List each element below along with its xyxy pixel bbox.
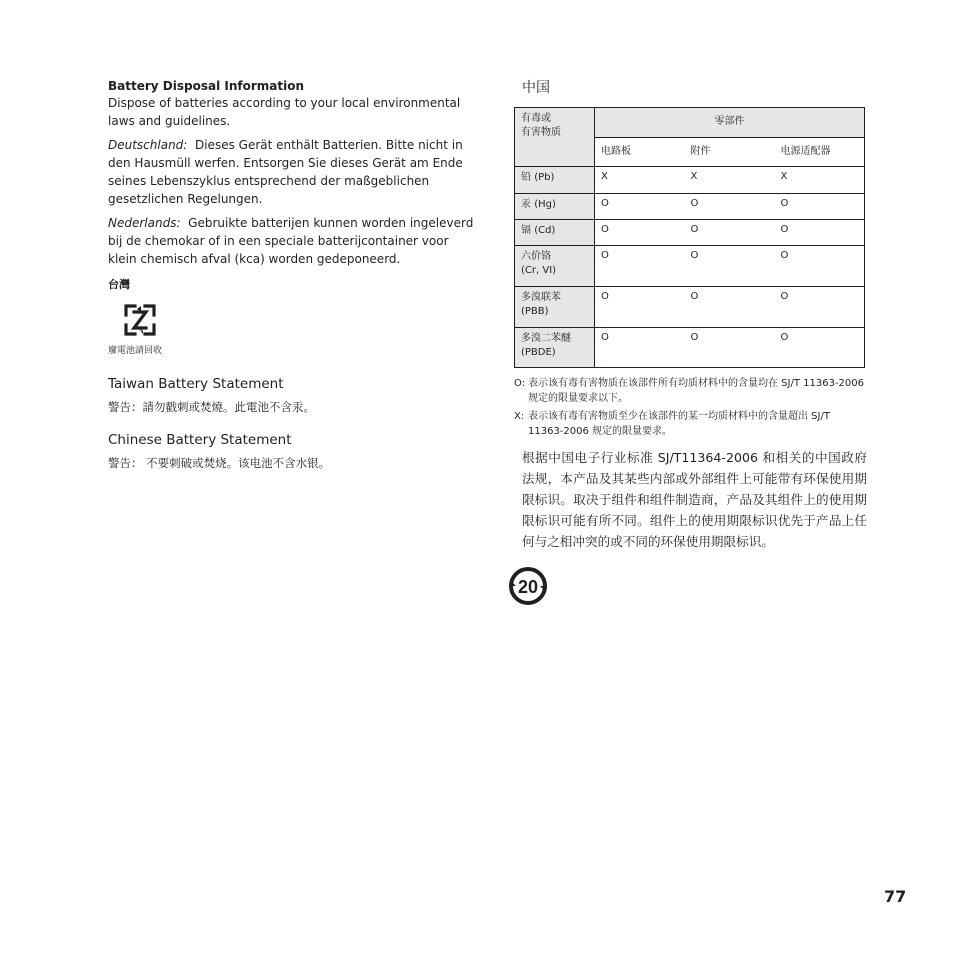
battery-disposal-text: Dispose of batteries according to your local environmental laws and guidelines. <box>108 96 461 128</box>
table-cell: O <box>775 287 865 328</box>
table-row <box>515 246 865 287</box>
row-label: 多溴联苯 (PBB) <box>515 287 595 328</box>
right-column <box>514 78 866 612</box>
taiwan-statement-text: 警告：請勿戳刺或焚燒。此電池不含汞。 <box>108 400 315 414</box>
row-label: 汞 (Hg) <box>515 194 595 220</box>
epup-20-year-icon <box>506 564 550 608</box>
row-label: 铅 (Pb) <box>515 167 595 194</box>
corner-header-line1: 有毒或 <box>521 113 551 124</box>
table-cell: O <box>595 194 685 220</box>
table-cell: O <box>775 220 865 246</box>
table-cell: O <box>595 328 685 368</box>
legend-item-o <box>514 376 866 406</box>
table-cell: O <box>775 194 865 220</box>
nederlands-paragraph <box>108 214 480 268</box>
nederlands-text: Gebruikte batterijen kunnen worden ingeleverd bij de chemokar of in een speciale batterijcontainer voor klein chemisch afval (kca) worden gedeponeerd. <box>108 216 474 266</box>
epup-paragraph: 根据中国电子行业标准 SJ/T11364-2006 和相关的中国政府法规，本产品及其某些内部或外部组件上可能带有环保使用期限标识。取决于组件和组件制造商，产品及其组件上的使用期限标识可能有所不同。组件上的使用期限标识优先于产品上任何与之相冲突的或不同的环保使用期限标识。 <box>522 450 867 549</box>
chinese-statement-text: 警告： 不要刺破或焚烧。该电池不含水银。 <box>108 456 331 470</box>
table-row <box>515 287 865 328</box>
legend-text: 表示该有毒有害物质在该部件所有均质材料中的含量均在 SJ/T 11363-2006 规定的限量要求以下。 <box>528 378 865 404</box>
battery-disposal-heading: Battery Disposal Information <box>108 79 304 93</box>
corner-header-line2: 有害物质 <box>521 127 561 138</box>
page-number: 77 <box>884 887 907 906</box>
nederlands-label: Nederlands: <box>108 216 181 230</box>
row-label: 镉 (Cd) <box>515 220 595 246</box>
legend-text: 表示该有毒有害物质至少在该部件的某一均质材料中的含量超出 SJ/T 11363-2006 规定的限量要求。 <box>528 411 830 437</box>
table-cell: O <box>685 328 775 368</box>
epup-number: 20 <box>517 577 539 597</box>
table-cell: X <box>685 167 775 194</box>
table-row <box>515 167 865 194</box>
table-row <box>515 328 865 368</box>
table-cell: O <box>595 246 685 287</box>
table-cell: O <box>595 220 685 246</box>
taiwan-recycle-mark <box>108 302 178 357</box>
taiwan-label: 台灣 <box>108 278 130 291</box>
row-label: 多溴二苯醚 (PBDE) <box>515 328 595 368</box>
table-cell: O <box>595 287 685 328</box>
legend-key: O: <box>514 378 526 389</box>
left-column <box>108 78 480 472</box>
column-header-power-adapter: 电源适配器 <box>775 137 865 167</box>
recycle-caption: 廢電池請回收 <box>108 346 163 356</box>
deutsch-text: Dieses Gerät enthält Batterien. Bitte nicht in den Hausmüll werfen. Entsorgen Sie dieses Gerät am Ende seines Lebenszyklus entsprechend der maßgeblichen gesetzlichen Regelungen. <box>108 138 463 206</box>
table-row <box>515 194 865 220</box>
legend-item-x <box>514 409 866 439</box>
table-cell: X <box>595 167 685 194</box>
table-cell: O <box>685 194 775 220</box>
china-title: 中国 <box>522 80 550 96</box>
chinese-statement-title: Chinese Battery Statement <box>108 432 292 448</box>
table-legend <box>514 376 866 439</box>
battery-recycle-icon <box>122 302 158 338</box>
components-header: 零部件 <box>595 108 865 138</box>
row-label: 六价铬 (Cr, VI) <box>515 246 595 287</box>
table-cell: X <box>775 167 865 194</box>
column-header-accessories: 附件 <box>685 137 775 167</box>
table-cell: O <box>775 246 865 287</box>
table-cell: O <box>685 287 775 328</box>
deutsch-label: Deutschland: <box>108 138 188 152</box>
taiwan-statement-title: Taiwan Battery Statement <box>108 376 284 392</box>
column-header-circuit-board: 电路板 <box>595 137 685 167</box>
table-cell: O <box>685 246 775 287</box>
table-header-row <box>515 108 865 138</box>
table-cell: O <box>775 328 865 368</box>
legend-key: X: <box>514 411 525 422</box>
table-cell: O <box>685 220 775 246</box>
table-corner-header <box>515 108 595 167</box>
hazardous-substance-table <box>514 107 865 368</box>
deutsch-paragraph <box>108 136 480 208</box>
table-row <box>515 220 865 246</box>
